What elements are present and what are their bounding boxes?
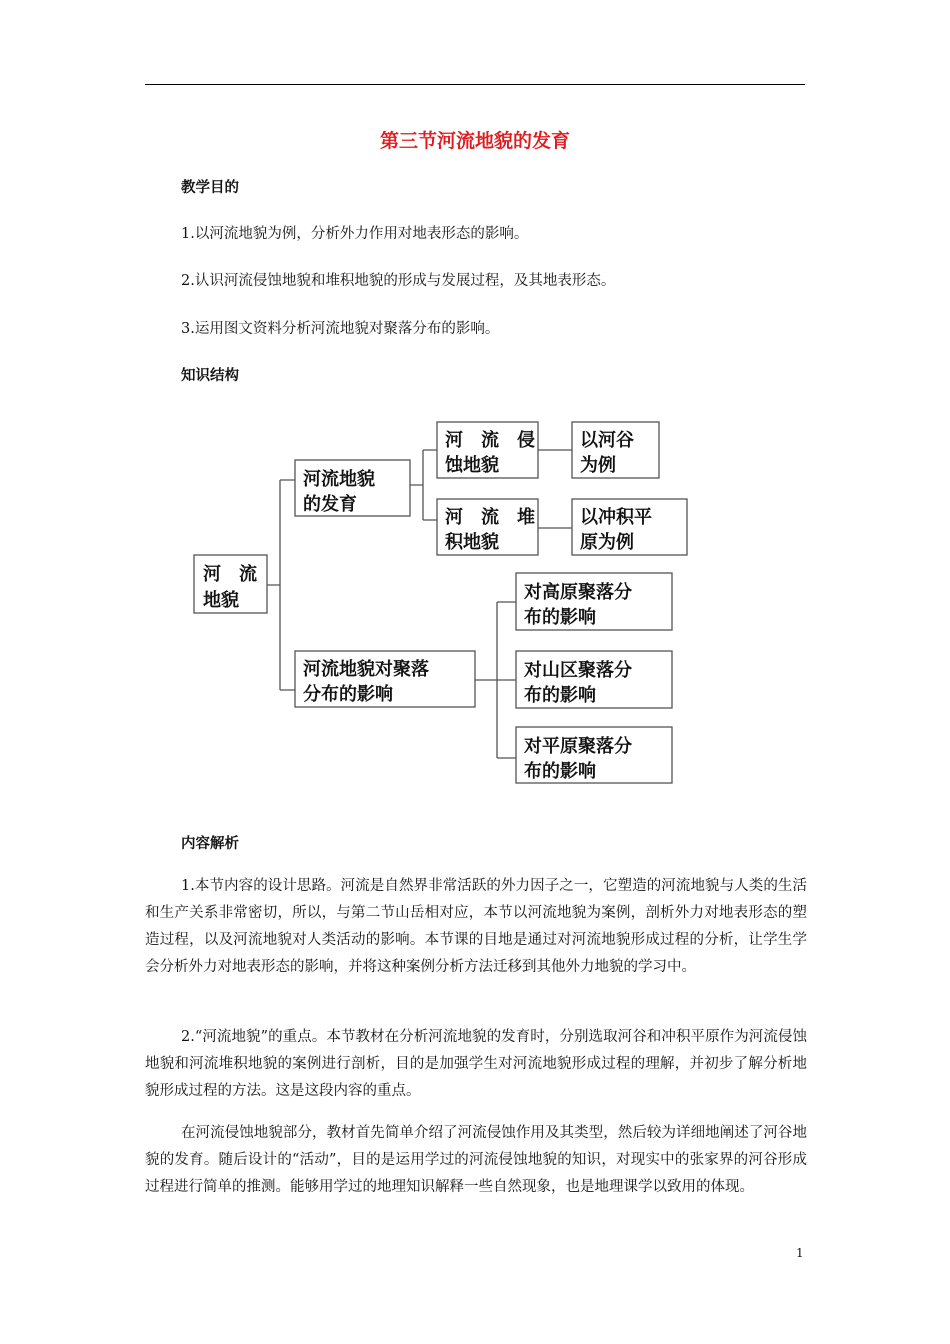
- node-deposition-line1: 河 流 堆: [445, 507, 535, 528]
- node-root-line1: 河 流: [203, 564, 257, 585]
- node-plateau-line1: 对高原聚落分: [524, 582, 632, 603]
- node-plain-line2: 原为例: [580, 532, 634, 553]
- objectives-heading: 教学目的: [181, 180, 239, 196]
- paragraph-1: 1.本节内容的设计思路。河流是自然界非常活跃的外力因子之一，它塑造的河流地貌与人类的生活和生产关系非常密切，所以，与第二节山岳相对应，本节以河流地貌为案例，剖析外力对地表形态的塑造过程，以及河流地貌对人类活动的影响。本节课的目地是通过对河流地貌形成过程的分析，让学生学会分析外力对地表形态的影响，并将这种案例分析方法迁移到其他外力地貌的学习中。: [145, 878, 807, 975]
- node-settlement-line2: 分布的影响: [303, 684, 393, 705]
- node-plain-line1: 以冲积平: [580, 507, 652, 528]
- node-plateau: [516, 573, 672, 630]
- paragraph-3: 在河流侵蚀地貌部分，教材首先简单介绍了河流侵蚀作用及其类型，然后较为详细地阐述了河谷地貌的发育。随后设计的“活动”，目的是运用学过的河流侵蚀地貌的知识，对现实中的张家界的河谷形成过程进行简单的推测。能够用学过的地理知识解释一些自然现象，也是地理课学以致用的体现。: [145, 1125, 807, 1195]
- node-valley-line2: 为例: [580, 455, 616, 476]
- node-development-line2: 的发育: [303, 494, 357, 515]
- node-plain: [572, 499, 687, 555]
- connector-root: [267, 480, 295, 690]
- node-root: [194, 555, 267, 613]
- node-erosion-line2: 蚀地貌: [445, 455, 499, 476]
- node-development: [295, 460, 410, 516]
- node-valley-line1: 以河谷: [580, 430, 634, 451]
- node-mountain-line1: 对山区聚落分: [524, 660, 632, 681]
- page-number: 1: [796, 1246, 804, 1260]
- node-mountain-line2: 布的影响: [524, 685, 596, 706]
- node-deposition-line2: 积地貌: [445, 532, 499, 553]
- node-erosion-line1: 河 流 侵: [445, 430, 535, 451]
- node-erosion: [437, 422, 538, 478]
- structure-heading: 知识结构: [181, 368, 239, 384]
- node-plateau-line2: 布的影响: [524, 607, 596, 628]
- connector-settlement: [475, 602, 516, 758]
- page-title: 第三节河流地貌的发育: [379, 130, 570, 152]
- objective-item-1: 1.以河流地貌为例，分析外力作用对地表形态的影响。: [181, 226, 529, 242]
- paragraph-2: 2.“河流地貌”的重点。本节教材在分析河流地貌的发育时，分别选取河谷和冲积平原作为河流侵蚀地貌和河流堆积地貌的案例进行剖析，目的是加强学生对河流地貌形成过程的理解，并初步了解分析地貌形成过程的方法。这是这段内容的重点。: [145, 1029, 807, 1099]
- node-flat-line1: 对平原聚落分: [524, 736, 632, 757]
- analysis-heading: 内容解析: [181, 836, 239, 852]
- node-flat: [516, 727, 672, 783]
- node-mountain: [516, 651, 672, 708]
- node-settlement-line1: 河流地貌对聚落: [303, 659, 429, 680]
- node-deposition: [437, 499, 538, 555]
- objective-item-3: 3.运用图文资料分析河流地貌对聚落分布的影响。: [181, 321, 500, 337]
- connector-development: [410, 450, 437, 520]
- node-valley: [572, 422, 659, 478]
- objective-item-2: 2.认识河流侵蚀地貌和堆积地貌的形成与发展过程，及其地表形态。: [181, 273, 616, 289]
- node-settlement: [295, 651, 475, 707]
- node-development-line1: 河流地貌: [303, 469, 375, 490]
- node-flat-line2: 布的影响: [524, 761, 596, 782]
- node-root-line2: 地貌: [203, 590, 239, 611]
